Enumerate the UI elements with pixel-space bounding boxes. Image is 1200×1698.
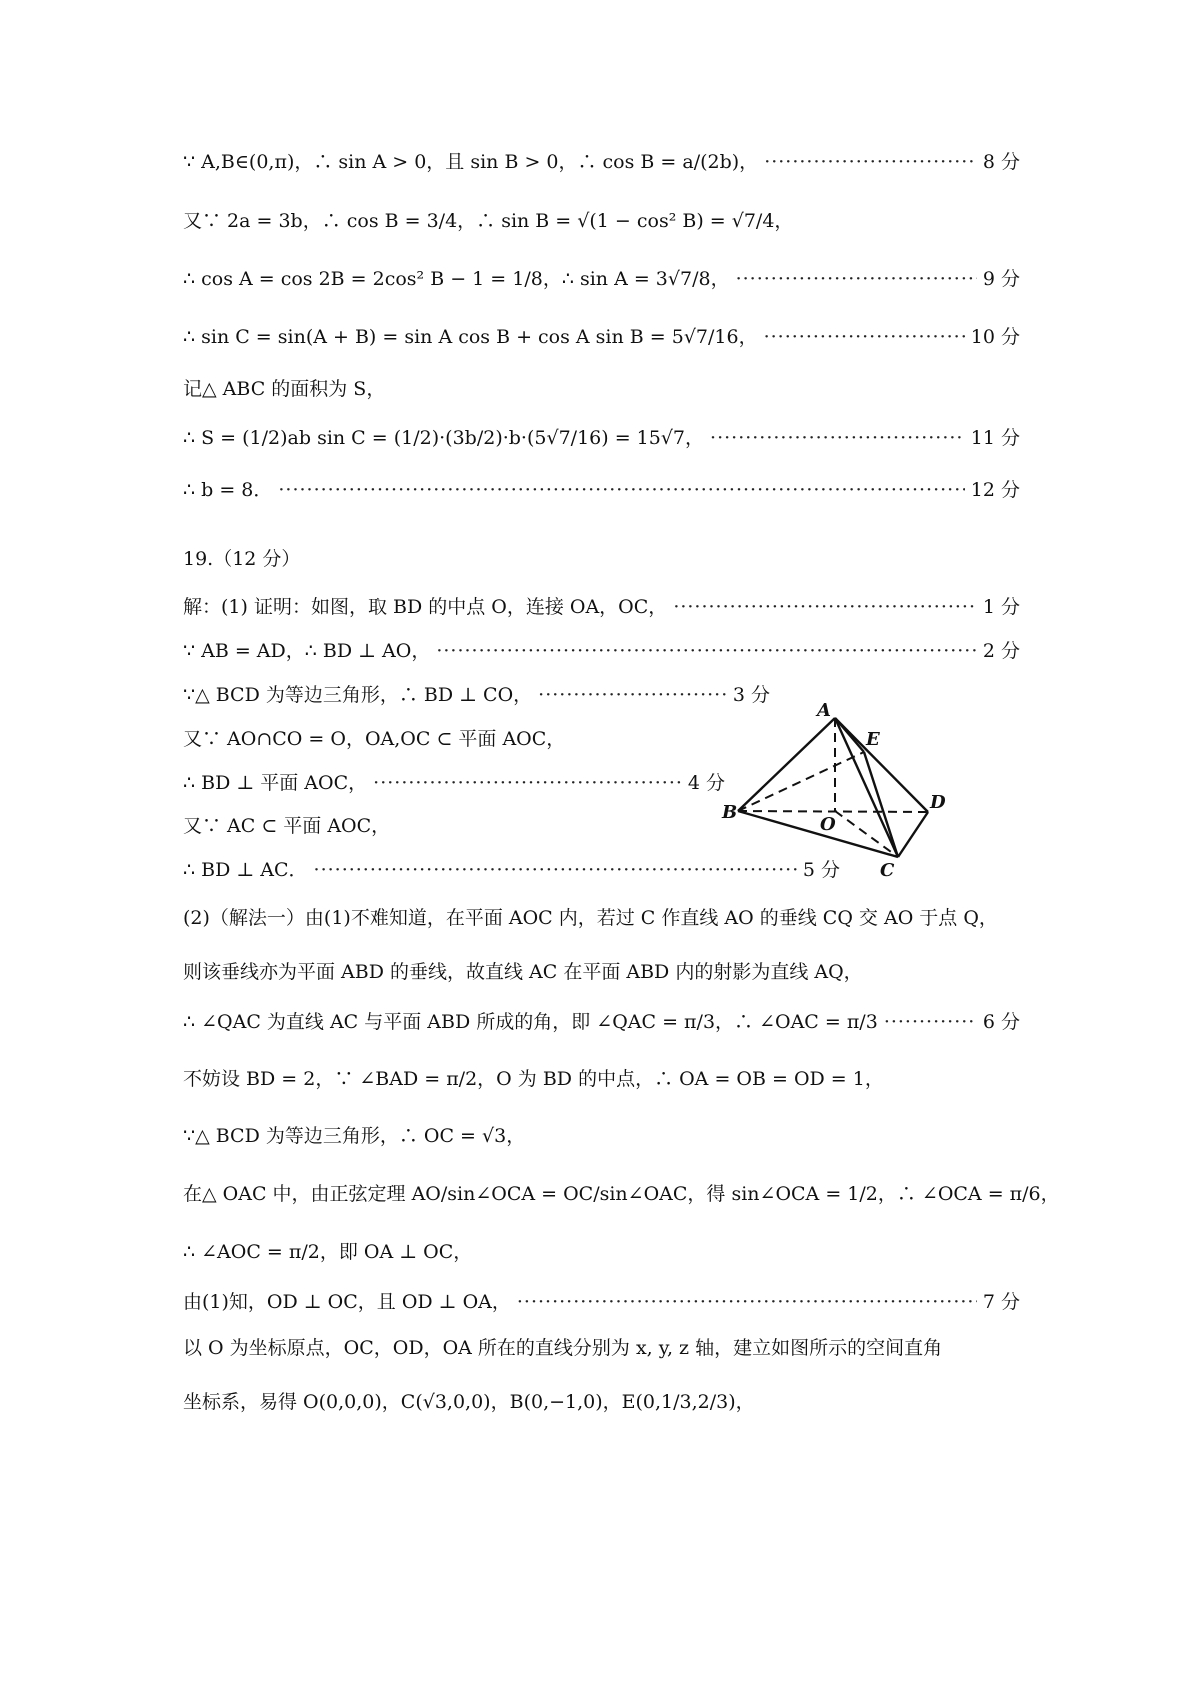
- line-text: 又∵ AC ⊂ 平面 AOC，: [183, 815, 391, 837]
- figure-labels: [721, 700, 946, 881]
- line-text: 又∵ AO∩CO = O，OA,OC ⊂ 平面 AOC，: [183, 728, 566, 750]
- line-text: ∵ A,B∈(0,π)，∴ sin A > 0，且 sin B > 0，∴ cos B = a/(2b)，: [183, 151, 759, 173]
- edge-bd: [738, 811, 928, 812]
- score-label: 8 分: [982, 151, 1020, 173]
- problem-heading: 19.（12 分）: [183, 548, 301, 570]
- solution-line-21: [183, 1180, 1060, 1208]
- score-label: 7 分: [982, 1291, 1020, 1313]
- score-label: 3 分: [732, 684, 770, 706]
- score-label: 6 分: [982, 1011, 1020, 1033]
- line-text: ∴ S = (1/2)ab sin C = (1/2)·(3b/2)·b·(5√7/16) = 15√7，: [183, 427, 705, 449]
- solution-line-23: [183, 1288, 1020, 1316]
- solution-line-25: [183, 1388, 1020, 1416]
- line-text: 在△ OAC 中，由正弦定理 AO/sin∠OCA = OC/sin∠OAC，得 sin∠OCA = 1/2，∴ ∠OCA = π/6，: [183, 1183, 1060, 1205]
- edge-ec: [864, 752, 898, 857]
- line-text: 记△ ABC 的面积为 S，: [183, 378, 386, 400]
- line-text: ∴ b = 8．: [183, 479, 273, 501]
- line-text: 解：(1) 证明：如图，取 BD 的中点 O，连接 OA，OC，: [183, 596, 668, 618]
- edge-dc: [898, 812, 928, 857]
- figure-dashed-edges: [738, 718, 928, 857]
- leader-dots: [884, 1008, 977, 1036]
- solution-line-19: [183, 1065, 1020, 1093]
- edge-ad: [835, 718, 928, 812]
- line-text: ∵△ BCD 为等边三角形，∴ OC = √3，: [183, 1125, 526, 1147]
- label-o: O: [820, 814, 836, 835]
- line-text: ∴ cos A = cos 2B = 2cos² B − 1 = 1/8，∴ sin A = 3√7/8，: [183, 268, 730, 290]
- solution-line-22: [183, 1238, 1020, 1266]
- label-c: C: [880, 860, 895, 881]
- solution-line-18: [183, 1008, 1020, 1036]
- score-label: 9 分: [982, 268, 1020, 290]
- figure-solid-edges: [738, 718, 928, 857]
- solution-line-24: [183, 1334, 1020, 1362]
- line-text: ∴ ∠QAC 为直线 AC 与平面 ABD 所成的角，即 ∠QAC = π/3，∴ ∠OAC = π/3: [183, 1011, 878, 1033]
- line-text: ∵△ BCD 为等边三角形，∴ BD ⊥ CO，: [183, 684, 533, 706]
- line-text: 坐标系，易得 O(0,0,0)，C(√3,0,0)，B(0,−1,0)，E(0,1/3,2/3)，: [183, 1391, 755, 1413]
- label-b: B: [722, 802, 738, 823]
- solution-line-20: [183, 1122, 1020, 1150]
- label-e: E: [866, 729, 880, 750]
- line-text: 又∵ 2a = 3b，∴ cos B = 3/4，∴ sin B = √(1 − cos² B) = √7/4，: [183, 210, 794, 232]
- line-text: (2)（解法一）由(1)不难知道，在平面 AOC 内，若过 C 作直线 AO 的垂线 CQ 交 AO 于点 Q，: [183, 907, 998, 929]
- line-text: ∴ ∠AOC = π/2，即 OA ⊥ OC，: [183, 1241, 473, 1263]
- label-d: D: [930, 792, 946, 813]
- line-text: 则该垂线亦为平面 ABD 的垂线，故直线 AC 在平面 ABD 内的射影为直线 AQ，: [183, 961, 863, 983]
- label-a: A: [817, 700, 831, 721]
- score-label: 2 分: [982, 640, 1020, 662]
- line-text: 以 O 为坐标原点，OC，OD，OA 所在的直线分别为 x, y, z 轴，建立如图所示的空间直角: [183, 1337, 943, 1359]
- score-label: 1 分: [982, 596, 1020, 618]
- edge-be: [738, 752, 864, 811]
- edge-bc: [738, 811, 898, 857]
- solution-line-16: [183, 904, 1020, 932]
- edge-ab: [738, 718, 835, 811]
- score-label: 11 分: [970, 427, 1020, 449]
- line-text: ∴ BD ⊥ AC．: [183, 859, 308, 881]
- line-text: ∵ AB = AD，∴ BD ⊥ AO，: [183, 640, 431, 662]
- line-text: 由(1)知，OD ⊥ OC，且 OD ⊥ OA，: [183, 1291, 511, 1313]
- score-label: 12 分: [970, 479, 1020, 501]
- solution-line-17: [183, 958, 1020, 986]
- score-label: 5 分: [802, 859, 840, 881]
- score-label: 4 分: [687, 772, 725, 794]
- edge-ae: [835, 718, 864, 752]
- leader-dots: [517, 1288, 977, 1316]
- line-text: ∴ BD ⊥ 平面 AOC，: [183, 772, 368, 794]
- line-text: ∴ sin C = sin(A + B) = sin A cos B + cos A sin B = 5√7/16，: [183, 326, 758, 348]
- score-label: 10 分: [970, 326, 1020, 348]
- line-text: 不妨设 BD = 2，∵ ∠BAD = π/2，O 为 BD 的中点，∴ OA = OB = OD = 1，: [183, 1068, 884, 1090]
